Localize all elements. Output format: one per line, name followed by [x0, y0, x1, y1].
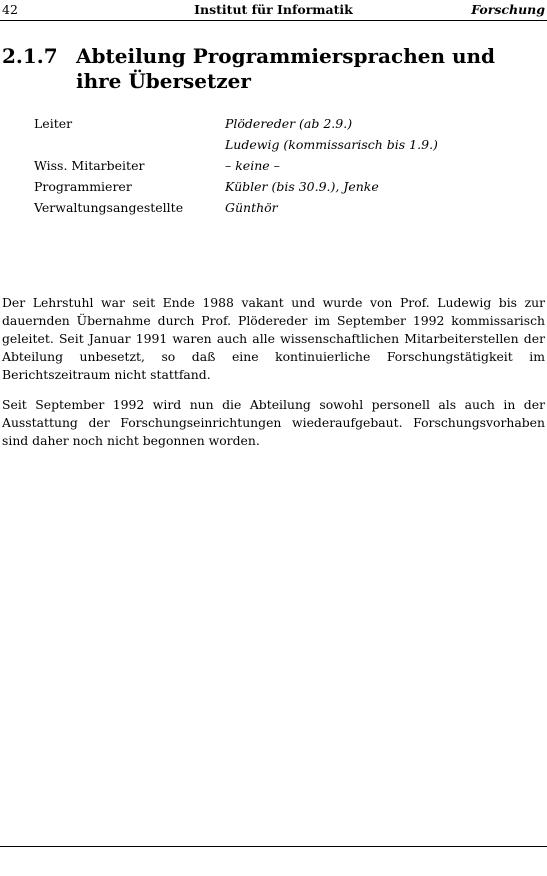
paragraph: Seit September 1992 wird nun die Abteilung sowohl personell als auch in der Ausstattung der Forschungseinrichtungen wiederaufgebaut. Forschungsvorhaben sind daher noch nicht begonnen worden. — [2, 397, 545, 448]
staff-row — [34, 116, 534, 137]
section-number: 2.1.7 — [2, 44, 58, 68]
body-text — [2, 294, 545, 462]
staff-list — [34, 116, 534, 221]
staff-role: Leiter — [34, 116, 73, 131]
running-title: Institut für Informatik — [194, 2, 353, 17]
staff-role: Verwaltungsangestellte — [34, 200, 184, 215]
footer-rule — [0, 846, 547, 847]
header-rule — [0, 20, 547, 21]
staff-row — [34, 158, 534, 179]
section-label: Forschung — [471, 2, 545, 17]
staff-role: Programmierer — [34, 179, 132, 194]
staff-names: – keine – — [225, 158, 280, 173]
section-title: Abteilung Programmiersprachen und ihre Übersetzer — [76, 44, 496, 93]
staff-role: Wiss. Mitarbeiter — [34, 158, 145, 173]
page-header — [0, 0, 547, 20]
staff-names: Plödereder (ab 2.9.) — [225, 116, 353, 131]
staff-row — [34, 200, 534, 221]
page-number: 42 — [2, 2, 18, 17]
staff-row — [34, 179, 534, 200]
staff-names: Günthör — [225, 200, 278, 215]
staff-names: Kübler (bis 30.9.), Jenke — [225, 179, 379, 194]
paragraph: Der Lehrstuhl war seit Ende 1988 vakant und wurde von Prof. Ludewig bis zur dauernden Übernahme durch Prof. Plödereder im September 1992 kommissarisch geleitet. Seit Januar 1991 waren auch alle wissenschaftlichen Mitarbeiterstellen der Abteilung unbesetzt, so daß eine kontinuierliche Forschungstätigkeit im Berichtszeitraum nicht stattfand. — [2, 295, 545, 382]
staff-names: Ludewig (kommissarisch bis 1.9.) — [225, 137, 438, 152]
staff-row — [34, 137, 534, 158]
